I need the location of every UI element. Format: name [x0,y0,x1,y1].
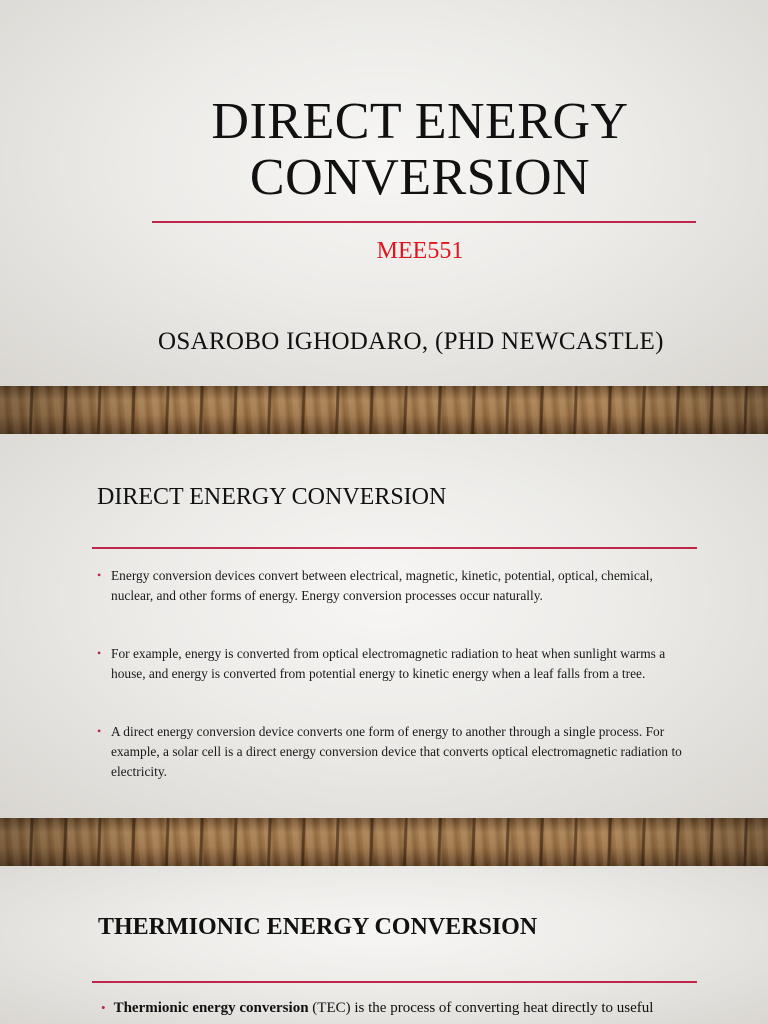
title-divider [152,221,696,223]
bullet-item [101,997,721,1019]
bullet-text: (TEC) is the process of converting heat directly to useful [308,1000,654,1016]
wood-floor-band [0,818,768,866]
title-line-2: CONVERSION [249,149,591,206]
bullet-dot-icon: • [101,1000,106,1015]
wood-floor-band [0,386,768,434]
bullet-item: • For example, energy is converted from optical electromagnetic radiation to heat when sunlight warms a house, and energy is converted from potential energy to kinetic energy when a leaf falls from a tree. [97,644,697,684]
bullet-item: • A direct energy conversion device converts one form of energy to another through a single process. For example, a solar cell is a direct energy conversion device that converts optical electromagnetic radiation to electricity. [97,722,697,782]
heading-divider [92,547,697,549]
bold-term: Thermionic energy conversion [113,1000,309,1016]
title-line-1: DIRECT ENERGY [211,93,629,150]
bullet-list [97,566,697,782]
bullet-item: • Energy conversion devices convert between electrical, magnetic, kinetic, potential, optical, chemical, nuclear, and other forms of energy. Energy conversion processes occur naturally. [97,566,697,606]
slide-heading: THERMIONIC ENERGY CONVERSION [98,914,538,940]
heading-divider [92,981,697,983]
course-code: MEE551 [376,238,464,264]
content-slide [0,434,768,818]
title-slide [0,0,768,386]
slide-title [110,94,730,206]
content-slide [0,866,768,1024]
author-name: OSAROBO IGHODARO, (PHD NEWCASTLE) [158,328,664,355]
slide-heading: DIRECT ENERGY CONVERSION [97,484,447,510]
